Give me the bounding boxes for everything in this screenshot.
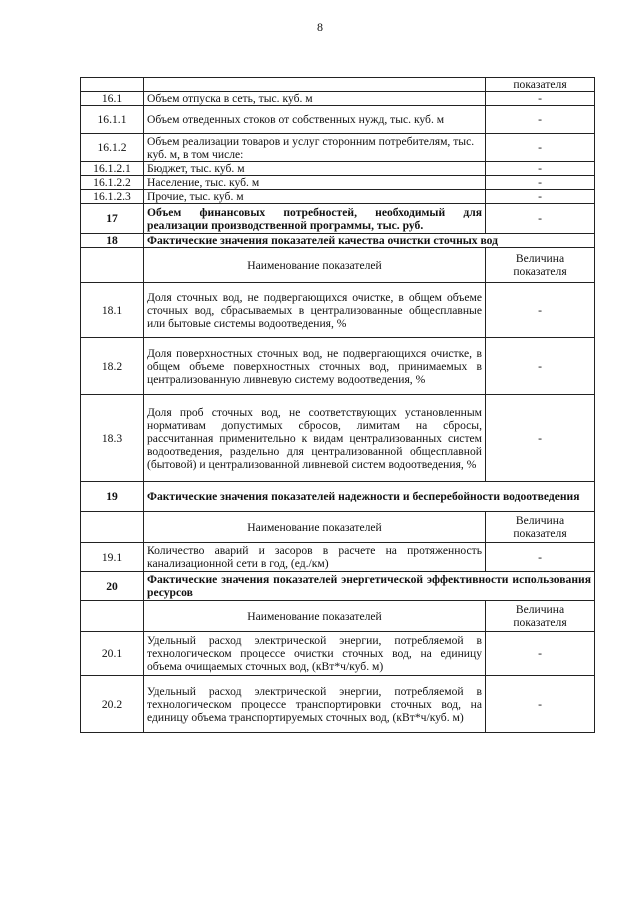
indicator-name: Количество аварий и засоров в расчете на протяженность канализационной сети в год, (ед./км)	[144, 543, 486, 572]
table-row	[81, 338, 595, 395]
section-title: Фактические значения показателей качества очистки сточных вод	[144, 234, 595, 248]
table-row	[81, 572, 595, 601]
row-number: 18.1	[81, 283, 144, 338]
table-row	[81, 106, 595, 134]
table-row	[81, 676, 595, 733]
row-number: 19.1	[81, 543, 144, 572]
table-row	[81, 162, 595, 176]
indicator-name: Удельный расход электрической энергии, потребляемой в технологическом процессе транспортировки сточных вод, на единицу объема транспортируемых сточных вод, (кВт*ч/куб. м)	[144, 676, 486, 733]
indicator-name: Бюджет, тыс. куб. м	[144, 162, 486, 176]
section-title: Фактические значения показателей надежности и бесперебойности водоотведения	[144, 482, 595, 512]
row-number: 17	[81, 204, 144, 234]
table-row	[81, 632, 595, 676]
row-number	[81, 78, 144, 92]
section-title: Фактические значения показателей энергетической эффективности использования ресурсов	[144, 572, 595, 601]
indicator-name: Население, тыс. куб. м	[144, 176, 486, 190]
table-row	[81, 482, 595, 512]
column-header-value: Величина показателя	[486, 601, 595, 632]
indicator-value: -	[486, 134, 595, 162]
row-number: 18.3	[81, 395, 144, 482]
indicator-value: -	[486, 204, 595, 234]
indicator-value: -	[486, 176, 595, 190]
indicator-value: -	[486, 543, 595, 572]
indicator-value: -	[486, 162, 595, 176]
table-row	[81, 601, 595, 632]
column-header-value: Величина показателя	[486, 248, 595, 283]
table-row	[81, 248, 595, 283]
table-row	[81, 512, 595, 543]
row-number: 20.1	[81, 632, 144, 676]
indicator-name: Удельный расход электрической энергии, потребляемой в технологическом процессе очистки сточных вод, на единицу объема очищаемых сточных вод, (кВт*ч/куб. м)	[144, 632, 486, 676]
indicator-name	[144, 78, 486, 92]
row-number: 18.2	[81, 338, 144, 395]
page-number: 8	[317, 20, 323, 34]
row-number: 16.1.1	[81, 106, 144, 134]
indicator-name: Доля поверхностных сточных вод, не подвергающихся очистке, в общем объеме поверхностных сточных вод, принимаемых в централизованную ливневую систему водоотведения, %	[144, 338, 486, 395]
row-number: 16.1	[81, 92, 144, 106]
row-number: 16.1.2.2	[81, 176, 144, 190]
indicator-value: -	[486, 190, 595, 204]
column-header-name: Наименование показателей	[144, 248, 486, 283]
indicator-name: Доля проб сточных вод, не соответствующих установленным нормативам допустимых сбросов, лимитам на сбросы, рассчитанная применительно к видам централизованных систем водоотведения, раздельно для централизованной общесплавной (бытовой) и централизованной ливневой систем водоотведения, %	[144, 395, 486, 482]
row-number: 16.1.2.3	[81, 190, 144, 204]
indicator-value: -	[486, 106, 595, 134]
indicator-value: -	[486, 632, 595, 676]
table-row	[81, 283, 595, 338]
table-row	[81, 134, 595, 162]
table-row	[81, 395, 595, 482]
indicator-value: -	[486, 92, 595, 106]
indicators-table	[80, 77, 595, 733]
indicator-name: Объем финансовых потребностей, необходимый для реализации производственной программы, тыс. руб.	[144, 204, 486, 234]
row-number: 16.1.2.1	[81, 162, 144, 176]
row-number	[81, 512, 144, 543]
row-number: 16.1.2	[81, 134, 144, 162]
column-header-name: Наименование показателей	[144, 601, 486, 632]
row-number: 19	[81, 482, 144, 512]
indicator-value: -	[486, 395, 595, 482]
table-row	[81, 190, 595, 204]
table-row	[81, 78, 595, 92]
row-number: 20	[81, 572, 144, 601]
indicators-table-body	[81, 78, 595, 733]
indicator-value: -	[486, 338, 595, 395]
table-row	[81, 234, 595, 248]
table-row	[81, 92, 595, 106]
table-row	[81, 204, 595, 234]
indicator-value: -	[486, 676, 595, 733]
column-header-name: Наименование показателей	[144, 512, 486, 543]
row-number: 20.2	[81, 676, 144, 733]
row-number: 18	[81, 234, 144, 248]
indicator-name: Объем отпуска в сеть, тыс. куб. м	[144, 92, 486, 106]
row-number	[81, 601, 144, 632]
indicator-name: Прочие, тыс. куб. м	[144, 190, 486, 204]
indicator-name: Объем отведенных стоков от собственных нужд, тыс. куб. м	[144, 106, 486, 134]
column-header-value: Величина показателя	[486, 512, 595, 543]
row-number	[81, 248, 144, 283]
indicator-value: -	[486, 283, 595, 338]
table-row	[81, 543, 595, 572]
indicator-name: Доля сточных вод, не подвергающихся очистке, в общем объеме сточных вод, сбрасываемых в централизованные общесплавные или бытовые системы водоотведения, %	[144, 283, 486, 338]
table-row	[81, 176, 595, 190]
indicator-name: Объем реализации товаров и услуг сторонним потребителям, тыс. куб. м, в том числе:	[144, 134, 486, 162]
indicator-value: показателя	[486, 78, 595, 92]
